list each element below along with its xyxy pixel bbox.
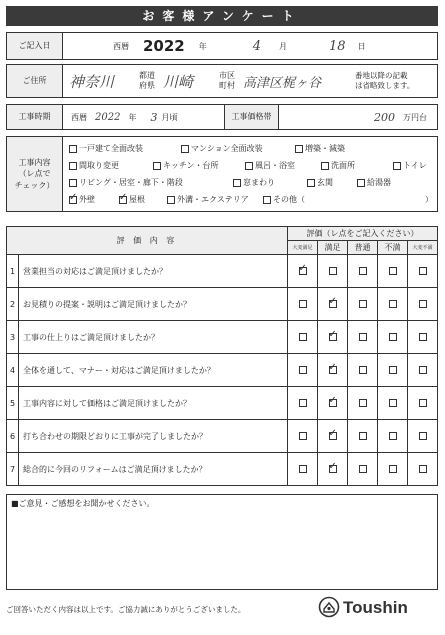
rating-cell xyxy=(318,354,348,387)
work-content-label xyxy=(7,137,63,211)
rating-checkbox[interactable] xyxy=(419,267,427,275)
date-month-unit: 月 xyxy=(279,41,288,51)
rating-checkbox[interactable] xyxy=(419,366,427,374)
work-content-label-1: 工事内容 xyxy=(18,158,51,168)
rating-checkbox[interactable] xyxy=(389,300,397,308)
option-label: 一戸建て全面改装 xyxy=(79,144,143,153)
rating-cell xyxy=(318,288,348,321)
question-number: 1 xyxy=(7,255,19,288)
option-label: キッチン・台所 xyxy=(163,161,219,170)
rating-checkbox[interactable] xyxy=(299,333,307,341)
rating-checkbox[interactable] xyxy=(359,399,367,407)
rating-checkbox[interactable] xyxy=(299,399,307,407)
work-content-label-3: チェック） xyxy=(14,180,55,190)
checkbox-checked[interactable] xyxy=(119,196,127,204)
option-exterior[interactable] xyxy=(167,194,249,205)
checkbox[interactable] xyxy=(295,145,303,153)
option-mansion[interactable] xyxy=(181,143,263,154)
checkbox[interactable] xyxy=(245,162,253,170)
rating-cell xyxy=(288,420,318,453)
question-text: お見積りの提案・説明はご満足頂けましたか？ xyxy=(19,288,288,321)
rating-checkbox[interactable] xyxy=(359,333,367,341)
checkbox[interactable] xyxy=(321,162,329,170)
option-label: リビング・居室・廊下・階段 xyxy=(79,178,183,187)
option-detached-house[interactable] xyxy=(69,143,143,154)
brand-logo xyxy=(318,596,408,620)
rating-checkbox[interactable] xyxy=(359,432,367,440)
rating-checkbox[interactable] xyxy=(389,432,397,440)
question-number: 3 xyxy=(7,321,19,354)
rating-cell xyxy=(348,387,378,420)
option-label: 外壁 xyxy=(79,195,95,204)
option-label: 外溝・エクステリア xyxy=(177,195,249,204)
option-label: 風呂・浴室 xyxy=(255,161,295,170)
pref-suffix xyxy=(139,71,155,92)
rating-cell xyxy=(378,354,408,387)
rating-cell xyxy=(408,321,438,354)
question-text: 全体を通して、マナー・対応はご満足頂けましたか？ xyxy=(19,354,288,387)
question-row xyxy=(7,453,438,486)
rating-cell xyxy=(318,453,348,486)
rating-checkbox[interactable] xyxy=(389,399,397,407)
rating-checkbox[interactable] xyxy=(419,300,427,308)
rating-cell xyxy=(408,387,438,420)
checkbox[interactable] xyxy=(393,162,401,170)
question-row xyxy=(7,387,438,420)
rating-checkbox-checked[interactable] xyxy=(329,366,337,374)
checkbox[interactable] xyxy=(69,162,77,170)
address-label: ご住所 xyxy=(7,65,63,97)
work-content-options xyxy=(63,137,437,211)
date-month[interactable]: 4 xyxy=(252,38,262,54)
option-label: 増築・減築 xyxy=(305,144,345,153)
rating-cell xyxy=(408,420,438,453)
option-label: 給湯器 xyxy=(367,178,391,187)
question-text: 工事内容に対して価格はご満足頂けましたか？ xyxy=(19,387,288,420)
option-kitchen[interactable] xyxy=(153,160,218,171)
question-text: 打ち合わせの期限どおりに工事が完了しましたか？ xyxy=(19,420,288,453)
rating-checkbox-checked[interactable] xyxy=(329,333,337,341)
option-label: トイレ xyxy=(403,161,427,170)
rating-checkbox-checked[interactable] xyxy=(329,300,337,308)
rating-header: 普通 xyxy=(348,241,378,255)
price-unit: 万円台 xyxy=(403,112,427,122)
checkbox[interactable] xyxy=(153,162,161,170)
comments-box[interactable] xyxy=(6,494,438,590)
rating-cell xyxy=(288,321,318,354)
rating-cell xyxy=(318,420,348,453)
rating-checkbox[interactable] xyxy=(359,465,367,473)
brand-name: Toushin xyxy=(343,598,408,617)
date-day-unit: 日 xyxy=(357,41,366,51)
rating-checkbox[interactable] xyxy=(359,366,367,374)
rating-checkbox[interactable] xyxy=(419,465,427,473)
price-value[interactable]: 200 xyxy=(374,110,395,124)
address-prefecture[interactable]: 神奈川 xyxy=(69,72,115,91)
period-month[interactable]: 3 xyxy=(150,110,158,124)
rating-header: 大変不満 xyxy=(408,241,438,255)
option-roof[interactable] xyxy=(119,194,145,205)
eval-header-rating: 評価（レ点をご記入ください） xyxy=(288,227,438,241)
rating-cell xyxy=(348,288,378,321)
question-text: 工事の仕上りはご満足頂けましたか？ xyxy=(19,321,288,354)
date-label: ご記入日 xyxy=(7,33,63,59)
period-month-unit: 月頃 xyxy=(161,112,178,122)
address-town[interactable]: 高津区梶ヶ谷 xyxy=(243,75,322,91)
option-toilet[interactable] xyxy=(393,160,427,171)
pref-suffix-1: 都道 xyxy=(139,70,155,80)
date-era: 西暦 xyxy=(113,41,129,51)
rating-cell xyxy=(288,255,318,288)
rating-cell xyxy=(288,354,318,387)
toushin-logo-icon xyxy=(318,596,340,620)
checkbox[interactable] xyxy=(167,196,175,204)
option-bath[interactable] xyxy=(245,160,295,171)
address-note-2: は省略致します。 xyxy=(355,81,415,90)
question-text: 総合的に今回のリフォームはご満足頂けましたか？ xyxy=(19,453,288,486)
question-row xyxy=(7,354,438,387)
checkbox[interactable] xyxy=(307,179,315,187)
rating-cell xyxy=(288,453,318,486)
rating-cell xyxy=(378,387,408,420)
rating-cell xyxy=(348,453,378,486)
question-row xyxy=(7,420,438,453)
address-note-1: 番地以降の記載 xyxy=(355,70,408,80)
rating-checkbox[interactable] xyxy=(419,432,427,440)
rating-checkbox-checked[interactable] xyxy=(329,399,337,407)
rating-cell xyxy=(378,453,408,486)
work-content-section xyxy=(6,136,438,212)
date-year-unit: 年 xyxy=(198,41,207,51)
option-label: 窓まわり xyxy=(243,178,275,187)
rating-cell xyxy=(288,387,318,420)
date-year[interactable]: 2022 xyxy=(143,37,185,55)
checkbox[interactable] xyxy=(263,196,271,204)
question-number: 5 xyxy=(7,387,19,420)
date-day[interactable]: 18 xyxy=(329,38,346,54)
rating-checkbox[interactable] xyxy=(359,300,367,308)
rating-cell xyxy=(318,321,348,354)
rating-cell xyxy=(408,288,438,321)
rating-cell xyxy=(348,321,378,354)
rating-checkbox[interactable] xyxy=(389,366,397,374)
option-label: その他（ xyxy=(273,195,305,204)
question-row xyxy=(7,288,438,321)
option-label: 間取り変更 xyxy=(79,161,119,170)
rating-checkbox[interactable] xyxy=(419,333,427,341)
checkbox[interactable] xyxy=(181,145,189,153)
rating-header: 大変満足 xyxy=(288,241,318,255)
rating-cell xyxy=(348,255,378,288)
rating-checkbox[interactable] xyxy=(389,333,397,341)
option-other-close: ） xyxy=(425,195,433,204)
question-number: 7 xyxy=(7,453,19,486)
form-title: お客様アンケート xyxy=(6,6,438,26)
rating-cell xyxy=(378,420,408,453)
period-year[interactable]: 2022 xyxy=(95,111,121,123)
evaluation-table xyxy=(6,226,438,486)
option-washroom[interactable] xyxy=(321,160,355,171)
work-content-label-2: （レ点で xyxy=(18,169,51,179)
option-window[interactable] xyxy=(233,177,275,188)
question-number: 2 xyxy=(7,288,19,321)
rating-checkbox[interactable] xyxy=(299,432,307,440)
option-entrance[interactable] xyxy=(307,177,333,188)
rating-cell xyxy=(318,255,348,288)
option-label: 屋根 xyxy=(129,195,145,204)
rating-checkbox[interactable] xyxy=(299,465,307,473)
option-exterior-wall[interactable] xyxy=(69,194,95,205)
checkbox[interactable] xyxy=(233,179,241,187)
period-label: 工事時期 xyxy=(7,105,63,129)
city-suffix-2: 町村 xyxy=(219,81,235,90)
rating-header: 不満 xyxy=(378,241,408,255)
checkbox[interactable] xyxy=(69,145,77,153)
rating-checkbox[interactable] xyxy=(419,399,427,407)
rating-cell xyxy=(348,420,378,453)
option-other[interactable] xyxy=(263,194,305,205)
rating-checkbox[interactable] xyxy=(299,300,307,308)
rating-cell xyxy=(378,255,408,288)
construction-row xyxy=(6,104,438,130)
comments-label: ■ご意見・ご感想をお聞かせください。 xyxy=(11,499,155,508)
option-label: 玄関 xyxy=(317,178,333,187)
option-extension[interactable] xyxy=(295,143,345,154)
checkbox[interactable] xyxy=(69,179,77,187)
rating-cell xyxy=(348,354,378,387)
rating-cell xyxy=(408,453,438,486)
question-number: 4 xyxy=(7,354,19,387)
question-text: 営業担当の対応はご満足頂けましたか？ xyxy=(19,255,288,288)
option-living[interactable] xyxy=(69,177,183,188)
rating-checkbox[interactable] xyxy=(329,267,337,275)
address-city[interactable]: 川崎 xyxy=(163,72,194,91)
question-row xyxy=(7,255,438,288)
option-label: マンション全面改装 xyxy=(191,144,263,153)
question-number: 6 xyxy=(7,420,19,453)
date-row xyxy=(6,32,438,60)
rating-checkbox-checked[interactable] xyxy=(329,465,337,473)
rating-cell xyxy=(408,255,438,288)
price-label: 工事価格帯 xyxy=(225,105,279,129)
period-year-unit: 年 xyxy=(128,112,137,122)
address-note xyxy=(355,71,414,92)
pref-suffix-2: 府県 xyxy=(139,81,155,90)
rating-cell xyxy=(318,387,348,420)
city-suffix-1: 市区 xyxy=(219,70,235,80)
rating-cell xyxy=(408,354,438,387)
question-row xyxy=(7,321,438,354)
address-row xyxy=(6,64,438,98)
period-era: 西暦 xyxy=(71,112,87,122)
eval-header-content: 評 価 内 容 xyxy=(7,227,288,255)
rating-header: 満足 xyxy=(318,241,348,255)
footer-thanks: ご回答いただく内容は以上です。ご協力誠にありがとうございました。 xyxy=(6,605,246,614)
checkbox[interactable] xyxy=(357,179,365,187)
rating-cell xyxy=(288,288,318,321)
rating-checkbox[interactable] xyxy=(359,267,367,275)
option-layout[interactable] xyxy=(69,160,119,171)
rating-checkbox-checked[interactable] xyxy=(299,267,307,275)
city-suffix xyxy=(219,71,235,92)
rating-checkbox[interactable] xyxy=(299,366,307,374)
rating-cell xyxy=(378,288,408,321)
rating-checkbox-checked[interactable] xyxy=(329,432,337,440)
rating-cell xyxy=(378,321,408,354)
rating-checkbox[interactable] xyxy=(389,465,397,473)
option-label: 洗面所 xyxy=(331,161,355,170)
checkbox-checked[interactable] xyxy=(69,196,77,204)
option-water-heater[interactable] xyxy=(357,177,391,188)
rating-checkbox[interactable] xyxy=(389,267,397,275)
